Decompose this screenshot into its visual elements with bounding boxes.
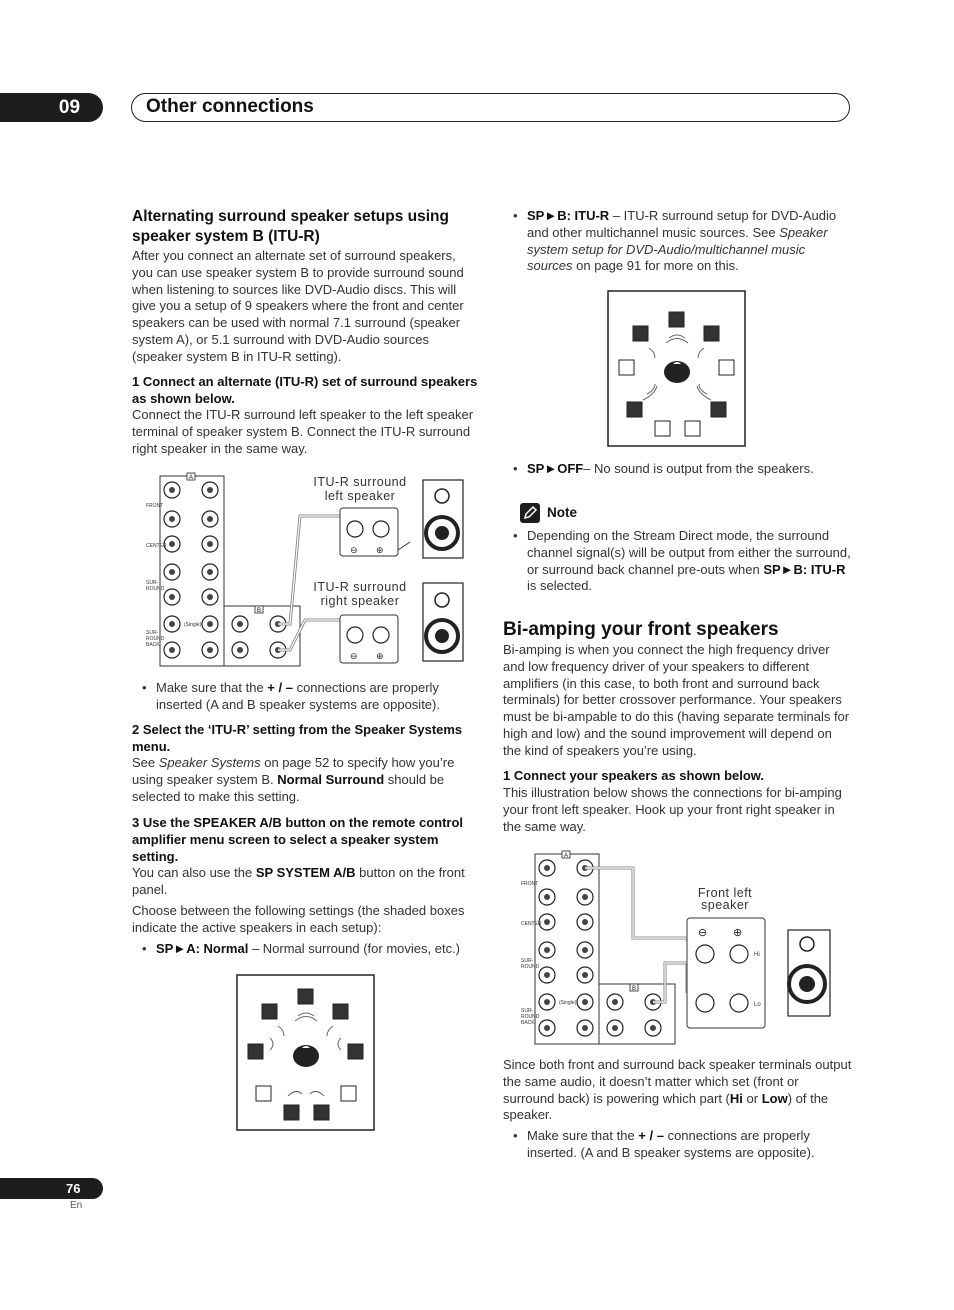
- svg-text:SUR-: SUR-: [521, 958, 534, 964]
- speaker-layout-b-diagram: [607, 290, 747, 448]
- bullet-sp-off: • SP►OFF– No sound is output from the speakers.: [513, 461, 814, 476]
- bullet-sp-a: • SP►A: Normal – Normal surround (for movies, etc.): [142, 941, 461, 956]
- bullet-polarity-2: • Make sure that the + / – connections are properly inserted. (A and B speaker systems are opposite).: [513, 1128, 815, 1160]
- label-surround: SUR-: [146, 580, 159, 586]
- svg-text:B: B: [257, 608, 262, 614]
- label-lo: Lo: [754, 1002, 761, 1008]
- biamp-step1-title: 1 Connect your speakers as shown below.: [503, 768, 765, 783]
- svg-text:A: A: [189, 475, 194, 481]
- biamp-wiring-diagram: [515, 848, 845, 1048]
- svg-text:A: A: [564, 853, 569, 859]
- svg-text:⊖: ⊖: [350, 545, 358, 555]
- label-front: FRONT: [146, 503, 164, 509]
- chapter-number: 09: [58, 97, 81, 118]
- svg-text:ROUND: ROUND: [146, 586, 165, 592]
- bullet-polarity-1: • Make sure that the + / – connections are properly inserted (A and B speaker systems are opposite).: [142, 680, 440, 712]
- svg-text:⊕: ⊕: [733, 927, 743, 939]
- note-pencil-icon: [520, 503, 540, 523]
- speaker-layout-a-diagram: [236, 974, 376, 1132]
- step3-title: 3 Use the SPEAKER A/B button on the remote control amplifier menu screen to select a speaker system setting.: [132, 815, 464, 864]
- svg-text:(Single): (Single): [559, 1000, 577, 1006]
- page-number: 76: [66, 1181, 81, 1196]
- label-front-left-1: Front left: [697, 886, 753, 900]
- svg-text:BACK: BACK: [521, 1020, 535, 1026]
- intro-paragraph: After you connect an alternate set of surround speakers, you can use speaker system B to provide surround sound when listening to sources like DVD-Audio discs. This will give you a setup of 9 speakers where the front and center speakers can be used with normal 7.1 surround (speaker system A), or 5.1 surround with DVD-Audio sources (speaker system B in ITU-R setting).: [132, 248, 464, 364]
- label-itu-right-1: ITU-R surround: [313, 580, 407, 594]
- step1-text: Connect the ITU-R surround left speaker to the left speaker terminal of speaker system B. Connect the ITU-R surround right speaker in the same way.: [132, 407, 474, 456]
- note-bullet: • Depending on the Stream Direct mode, the surround channel signal(s) will be output from either the surround, or surround back channel pre-outs when SP►B: ITU-R is selected.: [513, 528, 851, 594]
- chapter-title: Other connections: [146, 96, 314, 117]
- label-hi: Hi: [754, 952, 760, 958]
- section-heading-itu-r: Alternating surround speaker setups using speaker system B (ITU-R): [132, 208, 449, 245]
- svg-text:BACK: BACK: [146, 642, 160, 648]
- svg-text:⊖: ⊖: [350, 651, 358, 661]
- label-front-left-2: speaker: [701, 898, 749, 912]
- label-itu-left-1: ITU-R surround: [313, 475, 407, 489]
- label-itu-right-2: right speaker: [320, 594, 400, 608]
- biamp-heading: Bi-amping your front speakers: [503, 619, 779, 640]
- svg-text:SUR-: SUR-: [146, 630, 159, 636]
- svg-text:B: B: [632, 986, 637, 992]
- biamp-after-paragraph: Since both front and surround back speaker terminals output the same audio, it doesn’t matter which set (front or surround back) is powering which part (Hi or Low) of the speaker.: [503, 1057, 852, 1123]
- svg-text:SUR-: SUR-: [521, 1008, 534, 1014]
- step2-title: 2 Select the ‘ITU-R’ setting from the Speaker Systems menu.: [132, 722, 463, 754]
- page-number-badge: [0, 1178, 103, 1199]
- step1-title: 1 Connect an alternate (ITU-R) set of surround speakers as shown below.: [132, 374, 478, 406]
- label-itu-left-2: left speaker: [324, 489, 396, 503]
- svg-text:⊕: ⊕: [376, 651, 384, 661]
- itu-r-wiring-diagram: [140, 470, 470, 670]
- biamp-step1-text: This illustration below shows the connections for bi-amping your front left speaker. Hook up your front right speaker in the same way.: [503, 785, 842, 834]
- svg-text:ROUND: ROUND: [146, 636, 165, 642]
- svg-text:CENTER: CENTER: [521, 921, 542, 927]
- label-center: CENTER: [146, 543, 167, 549]
- svg-text:ROUND: ROUND: [521, 964, 540, 970]
- step3-text2: Choose between the following settings (the shaded boxes indicate the active speakers in each setup):: [132, 903, 465, 935]
- svg-text:ROUND: ROUND: [521, 1014, 540, 1020]
- svg-text:⊕: ⊕: [376, 545, 384, 555]
- language-label: En: [70, 1200, 83, 1211]
- chapter-number-badge: [0, 93, 103, 122]
- step2-text: See Speaker Systems on page 52 to specify how you’re using speaker system B. Normal Surround should be selected to make this setting.: [132, 755, 455, 804]
- bullet-sp-b: • SP►B: ITU-R – ITU-R surround setup for DVD-Audio and other multichannel music sources. See Speaker system setup for DVD-Audio/multichannel music sources on page 91 for more on this.: [513, 208, 837, 274]
- svg-text:⊖: ⊖: [698, 927, 708, 939]
- svg-text:FRONT: FRONT: [521, 881, 539, 887]
- biamp-paragraph: Bi-amping is when you connect the high frequency driver and low frequency driver of your speakers to different amplifiers (in this case, to both front and surround back terminals) for better crossover performance. Your speakers must be bi-ampable to do this (having separate terminals for high and low) and the sound improvement will depend on the kind of speakers you’re using.: [503, 642, 850, 758]
- svg-text:(Single): (Single): [184, 622, 202, 628]
- step3-text: You can also use the SP SYSTEM A/B button on the front panel.: [132, 865, 465, 897]
- note-title: Note: [547, 505, 577, 520]
